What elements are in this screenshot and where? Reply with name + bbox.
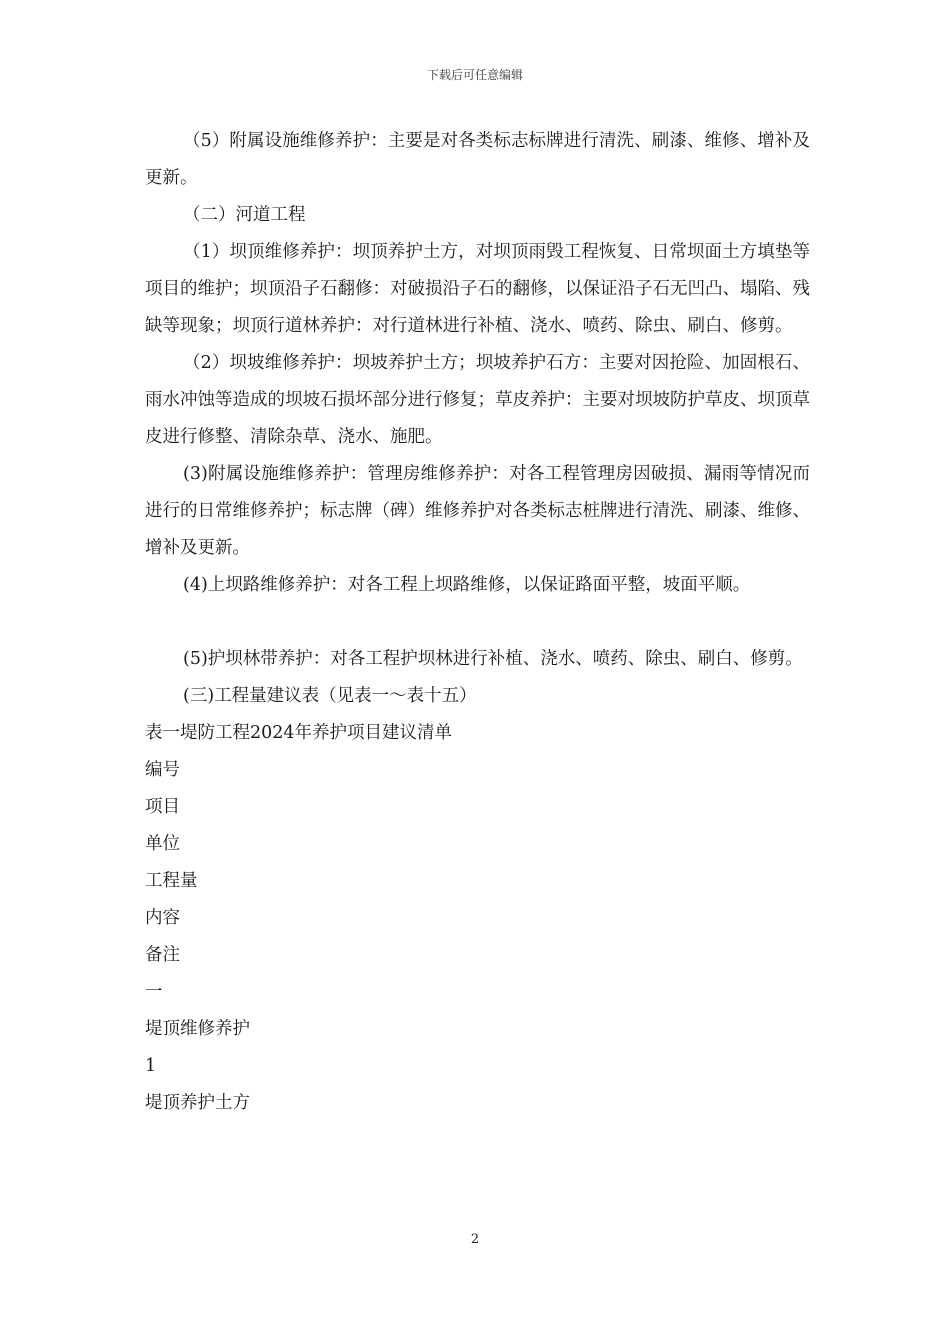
section-heading-river-works: （二）河道工程: [183, 205, 306, 225]
paragraph-dam-slope-maintenance: （2）坝坡维修养护：坝坡养护土方；坝坡养护石方：主要对因抢险、加固根石、雨水冲蚀等造成的坝坡石损坏部分进行修复；草皮养护：主要对坝坡防护草皮、坝顶草皮进行修整、清除杂草、浇水、施肥。: [145, 353, 810, 447]
paragraph-access-road-maintenance: (4)上坝路维修养护：对各工程上坝路维修，以保证路面平整，坡面平顺。: [183, 575, 751, 595]
table-cell-item-name: 堤顶养护土方: [145, 1093, 250, 1113]
paragraph-spacer: [145, 604, 810, 641]
table-caption: 表一堤防工程2024年养护项目建议清单: [145, 723, 453, 743]
paragraph-forest-belt-maintenance: (5)护坝林带养护：对各工程护坝林进行补植、浇水、喷药、除虫、刷白、修剪。: [183, 649, 803, 669]
page-header: 下载后可任意编辑: [426, 68, 523, 82]
paragraph-auxiliary-facilities-maintenance: (3)附属设施维修养护：管理房维修养护：对各工程管理房因破损、漏雨等情况而进行的日常维修养护；标志牌（碑）维修养护对各类标志桩牌进行清洗、刷漆、维修、增补及更新。: [145, 464, 810, 558]
table-header-item: 项目: [145, 797, 180, 817]
table-header-remarks: 备注: [145, 945, 180, 965]
table-header-number: 编号: [145, 760, 180, 780]
section-heading-quantity-table: (三)工程量建议表（见表一～表十五）: [183, 686, 477, 706]
table-header-content: 内容: [145, 908, 180, 928]
document-body: [145, 123, 810, 1122]
paragraph-appendage-facilities-maintenance: （5）附属设施维修养护：主要是对各类标志标牌进行清洗、刷漆、维修、增补及更新。: [145, 131, 810, 188]
table-header-quantity: 工程量: [145, 871, 198, 891]
page-number: 2: [470, 1232, 480, 1247]
table-header-unit: 单位: [145, 834, 180, 854]
table-cell-item-number: 1: [145, 1056, 157, 1076]
table-cell-section-name: 堤顶维修养护: [145, 1019, 250, 1039]
paragraph-dam-top-maintenance: （1）坝顶维修养护：坝顶养护土方，对坝顶雨毁工程恢复、日常坝面土方填垫等项目的维护；坝顶沿子石翻修：对破损沿子石的翻修，以保证沿子石无凹凸、塌陷、残缺等现象；坝顶行道林养护：对行道林进行补植、浇水、喷药、除虫、刷白、修剪。: [145, 242, 810, 336]
table-cell-section-number: 一: [145, 982, 163, 1002]
